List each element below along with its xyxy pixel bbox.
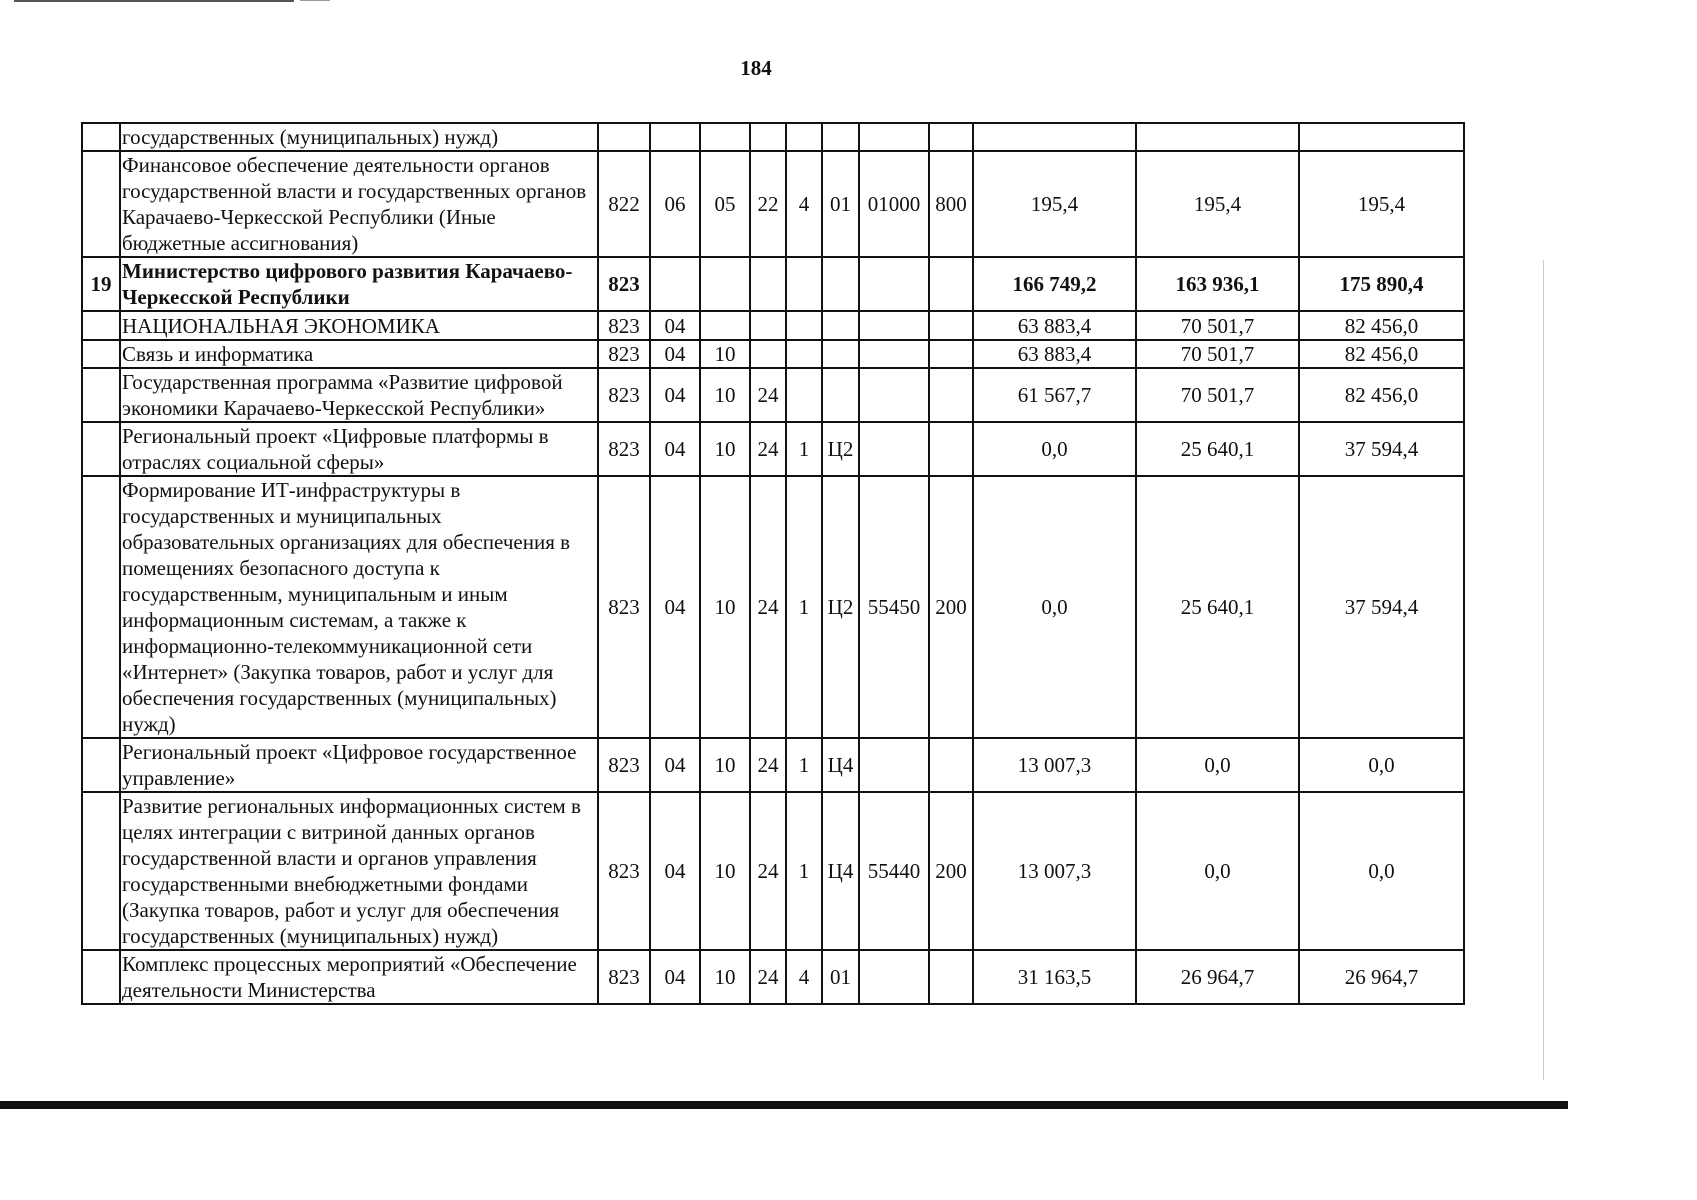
project-code-cell bbox=[822, 311, 859, 340]
row-number-cell bbox=[82, 792, 120, 950]
subsection-code-cell: 10 bbox=[700, 738, 750, 792]
section-code-cell: 04 bbox=[650, 792, 700, 950]
amount-year2-cell: 0,0 bbox=[1136, 792, 1299, 950]
amount-year2-cell: 163 936,1 bbox=[1136, 257, 1299, 311]
row-number-cell bbox=[82, 422, 120, 476]
subprogram-code-cell: 1 bbox=[786, 792, 822, 950]
ministry-code-cell: 823 bbox=[598, 738, 650, 792]
amount-year1-cell: 13 007,3 bbox=[973, 738, 1136, 792]
row-number-cell bbox=[82, 340, 120, 368]
amount-year1-cell: 61 567,7 bbox=[973, 368, 1136, 422]
item-name-cell: Финансовое обеспечение деятельности органов государственной власти и государственных органов Карачаево-Черкесской Республики (Иные бюджетные ассигнования) bbox=[120, 151, 598, 257]
page-number: 184 bbox=[740, 56, 772, 80]
direction-code-cell bbox=[859, 950, 929, 1004]
scan-edge-line bbox=[1543, 260, 1544, 1080]
expense-type-cell: 800 bbox=[929, 151, 973, 257]
table-row bbox=[82, 311, 1464, 340]
table-row bbox=[82, 340, 1464, 368]
direction-code-cell: 55450 bbox=[859, 476, 929, 738]
project-code-cell: Ц4 bbox=[822, 738, 859, 792]
table-row bbox=[82, 476, 1464, 738]
subsection-code-cell: 10 bbox=[700, 422, 750, 476]
table-row bbox=[82, 368, 1464, 422]
amount-year2-cell: 70 501,7 bbox=[1136, 368, 1299, 422]
expense-type-cell bbox=[929, 368, 973, 422]
project-code-cell: 01 bbox=[822, 950, 859, 1004]
amount-year2-cell bbox=[1136, 123, 1299, 151]
item-name-cell: Государственная программа «Развитие цифровой экономики Карачаево-Черкесской Республики» bbox=[120, 368, 598, 422]
ministry-code-cell bbox=[598, 123, 650, 151]
subprogram-code-cell bbox=[786, 368, 822, 422]
amount-year3-cell: 26 964,7 bbox=[1299, 950, 1464, 1004]
amount-year1-cell: 195,4 bbox=[973, 151, 1136, 257]
section-code-cell: 04 bbox=[650, 368, 700, 422]
ministry-code-cell: 823 bbox=[598, 422, 650, 476]
item-name-cell: Связь и информатика bbox=[120, 340, 598, 368]
program-code-cell: 24 bbox=[750, 368, 786, 422]
budget-table bbox=[81, 122, 1465, 1005]
section-code-cell: 04 bbox=[650, 950, 700, 1004]
table-row bbox=[82, 738, 1464, 792]
amount-year1-cell: 63 883,4 bbox=[973, 340, 1136, 368]
subsection-code-cell bbox=[700, 257, 750, 311]
section-code-cell: 04 bbox=[650, 311, 700, 340]
item-name-cell: Министерство цифрового развития Карачаево-Черкесской Республики bbox=[120, 257, 598, 311]
direction-code-cell bbox=[859, 123, 929, 151]
ministry-code-cell: 823 bbox=[598, 340, 650, 368]
amount-year3-cell: 0,0 bbox=[1299, 792, 1464, 950]
program-code-cell: 24 bbox=[750, 792, 786, 950]
ministry-code-cell: 823 bbox=[598, 368, 650, 422]
ministry-code-cell: 823 bbox=[598, 950, 650, 1004]
amount-year2-cell: 70 501,7 bbox=[1136, 340, 1299, 368]
project-code-cell: Ц2 bbox=[822, 476, 859, 738]
amount-year1-cell: 63 883,4 bbox=[973, 311, 1136, 340]
amount-year1-cell: 0,0 bbox=[973, 476, 1136, 738]
item-name-cell: Формирование ИТ-инфраструктуры в государственных и муниципальных образовательных организациях для обеспечения в помещениях безопасного доступа к государственным, муниципальным и иным информационным системам, а также к информационно-телекоммуникационной сети «Интернет» (Закупка товаров, работ и услуг для обеспечения государственных (муниципальных) нужд) bbox=[120, 476, 598, 738]
table-row bbox=[82, 123, 1464, 151]
amount-year3-cell: 37 594,4 bbox=[1299, 476, 1464, 738]
direction-code-cell bbox=[859, 422, 929, 476]
subsection-code-cell: 05 bbox=[700, 151, 750, 257]
row-number-cell bbox=[82, 950, 120, 1004]
direction-code-cell bbox=[859, 311, 929, 340]
project-code-cell bbox=[822, 340, 859, 368]
program-code-cell: 24 bbox=[750, 738, 786, 792]
row-number-cell bbox=[82, 368, 120, 422]
expense-type-cell: 200 bbox=[929, 792, 973, 950]
amount-year3-cell: 82 456,0 bbox=[1299, 340, 1464, 368]
page-bottom-border bbox=[0, 1101, 1568, 1109]
subsection-code-cell: 10 bbox=[700, 792, 750, 950]
expense-type-cell bbox=[929, 422, 973, 476]
subprogram-code-cell bbox=[786, 311, 822, 340]
subsection-code-cell: 10 bbox=[700, 476, 750, 738]
ministry-code-cell: 823 bbox=[598, 792, 650, 950]
ministry-code-cell: 822 bbox=[598, 151, 650, 257]
project-code-cell: Ц4 bbox=[822, 792, 859, 950]
item-name-cell: Комплекс процессных мероприятий «Обеспечение деятельности Министерства bbox=[120, 950, 598, 1004]
expense-type-cell bbox=[929, 340, 973, 368]
section-code-cell: 04 bbox=[650, 340, 700, 368]
subsection-code-cell: 10 bbox=[700, 950, 750, 1004]
direction-code-cell bbox=[859, 257, 929, 311]
row-number-cell bbox=[82, 476, 120, 738]
subprogram-code-cell: 4 bbox=[786, 151, 822, 257]
subprogram-code-cell bbox=[786, 257, 822, 311]
amount-year1-cell: 31 163,5 bbox=[973, 950, 1136, 1004]
table-row bbox=[82, 151, 1464, 257]
amount-year1-cell: 13 007,3 bbox=[973, 792, 1136, 950]
expense-type-cell bbox=[929, 311, 973, 340]
amount-year1-cell bbox=[973, 123, 1136, 151]
table-row bbox=[82, 792, 1464, 950]
expense-type-cell bbox=[929, 950, 973, 1004]
section-code-cell bbox=[650, 257, 700, 311]
amount-year3-cell: 37 594,4 bbox=[1299, 422, 1464, 476]
subsection-code-cell bbox=[700, 123, 750, 151]
section-code-cell: 06 bbox=[650, 151, 700, 257]
amount-year1-cell: 0,0 bbox=[973, 422, 1136, 476]
subsection-code-cell: 10 bbox=[700, 368, 750, 422]
amount-year3-cell: 195,4 bbox=[1299, 151, 1464, 257]
subprogram-code-cell: 1 bbox=[786, 476, 822, 738]
amount-year3-cell: 82 456,0 bbox=[1299, 311, 1464, 340]
subprogram-code-cell bbox=[786, 123, 822, 151]
ministry-code-cell: 823 bbox=[598, 311, 650, 340]
table-row bbox=[82, 950, 1464, 1004]
project-code-cell: 01 bbox=[822, 151, 859, 257]
project-code-cell bbox=[822, 368, 859, 422]
row-number-cell bbox=[82, 738, 120, 792]
program-code-cell: 24 bbox=[750, 476, 786, 738]
amount-year1-cell: 166 749,2 bbox=[973, 257, 1136, 311]
program-code-cell bbox=[750, 340, 786, 368]
top-edge-mark-short bbox=[300, 0, 330, 1]
section-code-cell bbox=[650, 123, 700, 151]
subprogram-code-cell: 1 bbox=[786, 738, 822, 792]
amount-year2-cell: 70 501,7 bbox=[1136, 311, 1299, 340]
table-row bbox=[82, 422, 1464, 476]
item-name-cell: государственных (муниципальных) нужд) bbox=[120, 123, 598, 151]
item-name-cell: НАЦИОНАЛЬНАЯ ЭКОНОМИКА bbox=[120, 311, 598, 340]
subprogram-code-cell: 4 bbox=[786, 950, 822, 1004]
amount-year3-cell: 175 890,4 bbox=[1299, 257, 1464, 311]
amount-year3-cell bbox=[1299, 123, 1464, 151]
subsection-code-cell: 10 bbox=[700, 340, 750, 368]
ministry-code-cell: 823 bbox=[598, 257, 650, 311]
row-number-cell bbox=[82, 151, 120, 257]
amount-year3-cell: 0,0 bbox=[1299, 738, 1464, 792]
project-code-cell: Ц2 bbox=[822, 422, 859, 476]
program-code-cell bbox=[750, 123, 786, 151]
expense-type-cell bbox=[929, 257, 973, 311]
program-code-cell bbox=[750, 311, 786, 340]
amount-year2-cell: 195,4 bbox=[1136, 151, 1299, 257]
amount-year3-cell: 82 456,0 bbox=[1299, 368, 1464, 422]
program-code-cell: 22 bbox=[750, 151, 786, 257]
project-code-cell bbox=[822, 123, 859, 151]
section-code-cell: 04 bbox=[650, 476, 700, 738]
row-number-cell: 19 bbox=[82, 257, 120, 311]
expense-type-cell: 200 bbox=[929, 476, 973, 738]
subprogram-code-cell: 1 bbox=[786, 422, 822, 476]
subprogram-code-cell bbox=[786, 340, 822, 368]
amount-year2-cell: 26 964,7 bbox=[1136, 950, 1299, 1004]
program-code-cell: 24 bbox=[750, 950, 786, 1004]
amount-year2-cell: 0,0 bbox=[1136, 738, 1299, 792]
item-name-cell: Развитие региональных информационных систем в целях интеграции с витриной данных органов государственной власти и органов управления государственными внебюджетными фондами (Закупка товаров, работ и услуг для обеспечения государственных (муниципальных) нужд) bbox=[120, 792, 598, 950]
expense-type-cell bbox=[929, 738, 973, 792]
direction-code-cell: 55440 bbox=[859, 792, 929, 950]
program-code-cell bbox=[750, 257, 786, 311]
amount-year2-cell: 25 640,1 bbox=[1136, 422, 1299, 476]
section-code-cell: 04 bbox=[650, 422, 700, 476]
amount-year2-cell: 25 640,1 bbox=[1136, 476, 1299, 738]
program-code-cell: 24 bbox=[750, 422, 786, 476]
direction-code-cell bbox=[859, 738, 929, 792]
top-edge-mark bbox=[14, 0, 294, 2]
item-name-cell: Региональный проект «Цифровое государственное управление» bbox=[120, 738, 598, 792]
budget-table-body bbox=[82, 123, 1464, 1004]
row-number-cell bbox=[82, 123, 120, 151]
item-name-cell: Региональный проект «Цифровые платформы в отраслях социальной сферы» bbox=[120, 422, 598, 476]
table-row bbox=[82, 257, 1464, 311]
direction-code-cell: 01000 bbox=[859, 151, 929, 257]
direction-code-cell bbox=[859, 340, 929, 368]
direction-code-cell bbox=[859, 368, 929, 422]
section-code-cell: 04 bbox=[650, 738, 700, 792]
expense-type-cell bbox=[929, 123, 973, 151]
subsection-code-cell bbox=[700, 311, 750, 340]
row-number-cell bbox=[82, 311, 120, 340]
ministry-code-cell: 823 bbox=[598, 476, 650, 738]
project-code-cell bbox=[822, 257, 859, 311]
